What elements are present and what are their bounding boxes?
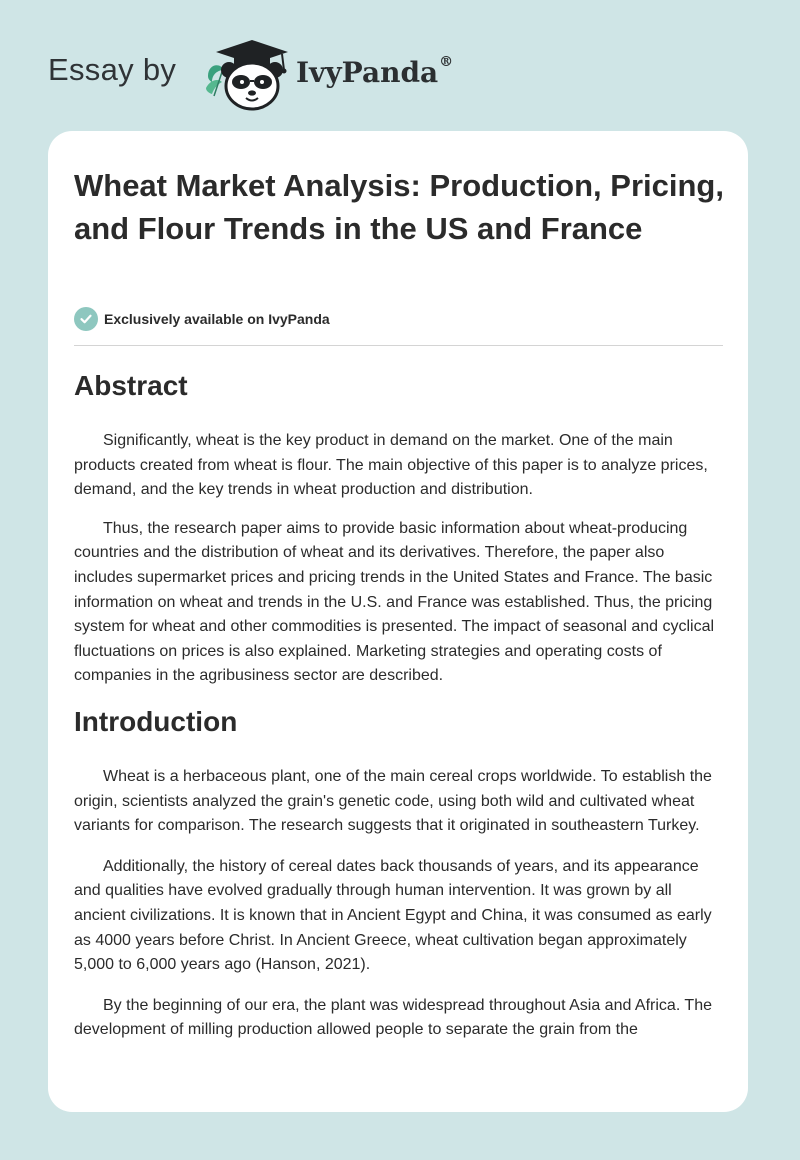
document-card [48,131,748,1112]
brand-header [48,36,468,112]
panda-graduate-logo-icon [202,36,292,112]
section-heading-introduction: Introduction [74,705,238,737]
section-heading-abstract: Abstract [74,370,188,401]
divider [74,345,723,346]
brand-name: IvyPanda® [296,54,454,89]
document-body [74,367,724,1043]
paragraph: Thus, the research paper aims to provide basic information about wheat-producing countries and the distribution of wheat and its derivatives. Therefore, the paper also includes supermarket prices and pricing trends in the United States and France. The basic information on wheat and trends in the U.S. and France was established. Thus, the pricing system for wheat and other commodities is presented. The impact of seasonal and cyclical fluctuations on prices is also explained. Marketing strategies and operating costs of companies in the agribusiness sector are described. [74,519,715,685]
exclusive-badge [74,306,330,332]
trademark-symbol: ® [439,54,454,70]
brand-prefix: Essay by [48,52,177,87]
paragraph: Additionally, the history of cereal dates back thousands of years, and its appearance and qualities have evolved gradually through human intervention. It was grown by all ancient civilizations. It is known that in Ancient Egypt and China, it was consumed as early as 4000 years before Christ. In Ancient Greece, wheat cultivation began approximately 5,000 to 6,000 years ago (Hanson, 2021). [74,857,712,974]
document-title: Wheat Market Analysis: Production, Pricing, and Flour Trends in the US and France [74,168,724,246]
check-circle-icon [74,307,98,331]
paragraph: By the beginning of our era, the plant was widespread throughout Asia and Africa. The development of milling production allowed people to separate the grain from the [74,996,712,1039]
paragraph: Wheat is a herbaceous plant, one of the main cereal crops worldwide. To establish the origin, scientists analyzed the grain's genetic code, using both wild and cultivated wheat variants for comparison. The research suggests that it originated in southeastern Turkey. [74,767,712,835]
badge-label: Exclusively available on IvyPanda [104,311,330,327]
paragraph: Significantly, wheat is the key product in demand on the market. One of the main products created from wheat is flour. The main objective of this paper is to analyze prices, demand, and the key trends in wheat production and distribution. [74,432,708,499]
